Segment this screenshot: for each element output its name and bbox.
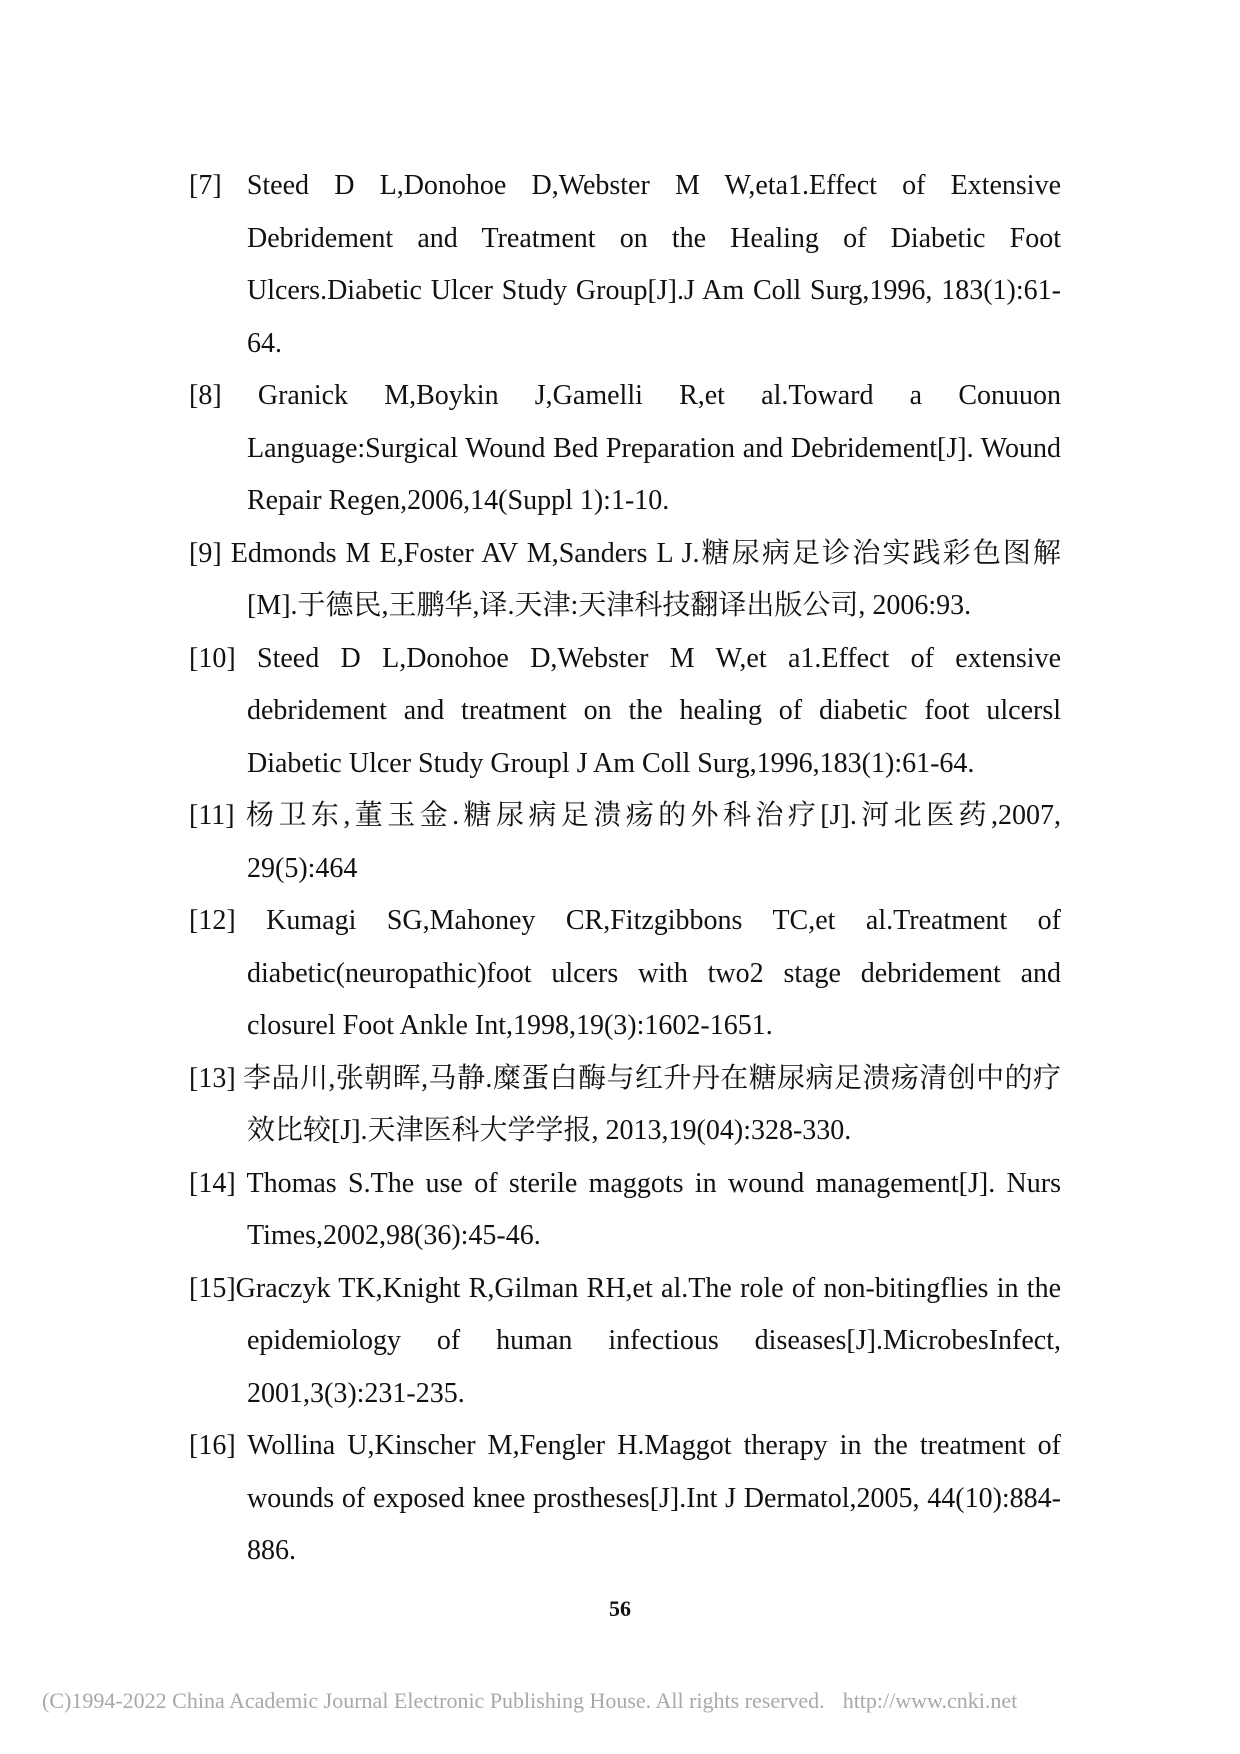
- page-number: 56: [609, 1596, 631, 1621]
- reference-item-13: [13] 李品川,张朝晖,马静.糜蛋白酶与红升丹在糖尿病足溃疡清创中的疗效比较[J].天津医科大学学报, 2013,19(04):328-330.: [189, 1062, 1061, 1146]
- reference-item-8: [8] Granick M,Boykin J,Gamelli R,et al.Toward a Conuuon Language:Surgical Wound Bed Preparation and Debridement[J]. Wound Repair Regen,2006,14(Suppl 1):1-10.: [189, 380, 1061, 516]
- reference-item-15: [15]Graczyk TK,Knight R,Gilman RH,et al.The role of non-bitingflies in the epidemiology of human infectious diseases[J].MicrobesInfect, 2001,3(3):231-235.: [189, 1272, 1061, 1409]
- reference-list: [189, 160, 1061, 1578]
- reference-item-11: [11] 杨卫东,董玉金.糖尿病足溃疡的外科治疗[J].河北医药,2007, 29(5):464: [189, 800, 1061, 884]
- reference-item-16: [16] Wollina U,Kinscher M,Fengler H.Maggot therapy in the treatment of wounds of exposed knee prostheses[J].Int J Dermatol,2005, 44(10):884-886.: [189, 1430, 1061, 1566]
- reference-item-7: [7] Steed D L,Donohoe D,Webster M W,eta1.Effect of Extensive Debridement and Treatment on the Healing of Diabetic Foot Ulcers.Diabetic Ulcer Study Group[J].J Am Coll Surg,1996, 183(1):61-64.: [189, 170, 1061, 359]
- reference-item-10: [10] Steed D L,Donohoe D,Webster M W,et a1.Effect of extensive debridement and treatment on the healing of diabetic foot ulcersl Diabetic Ulcer Study Groupl J Am Coll Surg,1996,183(1):61-64.: [189, 642, 1061, 779]
- copyright-footer: [42, 1688, 1202, 1714]
- reference-item-14: [14] Thomas S.The use of sterile maggots in wound management[J]. Nurs Times,2002,98(36):45-46.: [189, 1167, 1061, 1251]
- footer-url: http://www.cnki.net: [842, 1688, 1018, 1713]
- copyright-text: (C)1994-2022 China Academic Journal Electronic Publishing House. All rights reserved.: [42, 1688, 825, 1713]
- reference-item-9: [9] Edmonds M E,Foster AV M,Sanders L J.糖尿病足诊治实践彩色图解[M].于德民,王鹏华,译.天津:天津科技翻译出版公司, 2006:93.: [189, 537, 1061, 621]
- reference-item-12: [12] Kumagi SG,Mahoney CR,Fitzgibbons TC,et al.Treatment of diabetic(neuropathic)foot ulcers with two2 stage debridement and closurel Foot Ankle Int,1998,19(3):1602-1651.: [189, 905, 1061, 1041]
